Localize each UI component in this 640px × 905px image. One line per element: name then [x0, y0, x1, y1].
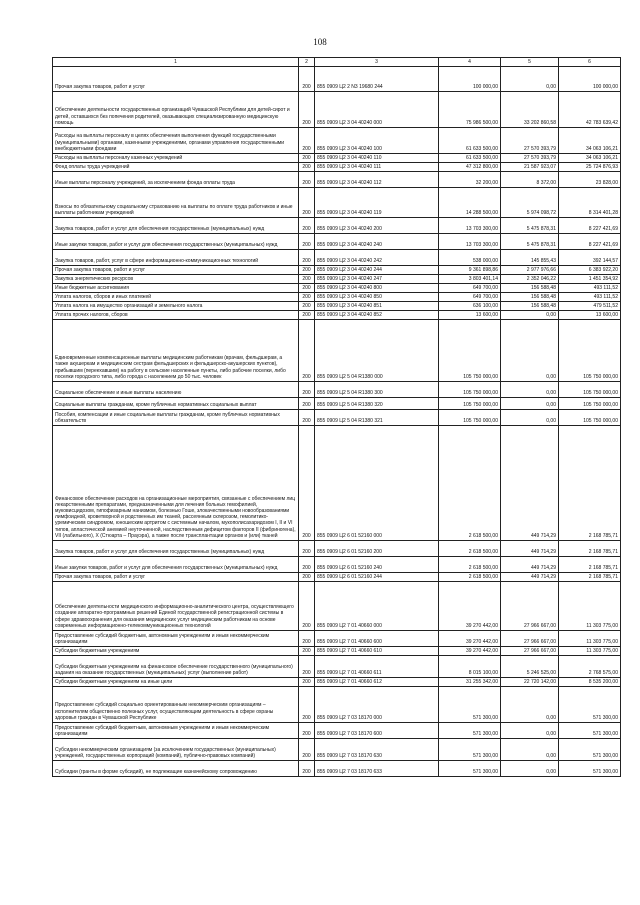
row-name: Социальное обеспечение и иные выплаты населению [53, 382, 299, 398]
row-budget-code: 855 0909 Ц2 3 04 40240 851 [315, 302, 439, 311]
row-line-code: 200 [299, 163, 315, 172]
row-executed-amount: 27 966 667,00 [501, 647, 559, 656]
row-approved-amount: 9 361 898,86 [439, 266, 501, 275]
row-executed-amount: 8 372,00 [501, 172, 559, 188]
row-budget-code: 855 0909 Ц2 3 04 40240 110 [315, 154, 439, 163]
row-line-code: 200 [299, 266, 315, 275]
table-row [53, 426, 621, 541]
row-budget-code: 855 0909 Ц2 5 04 R1380 321 [315, 410, 439, 426]
row-line-code: 200 [299, 739, 315, 761]
row-unexecuted-amount: 2 168 785,71 [559, 557, 621, 573]
row-approved-amount: 39 270 442,00 [439, 647, 501, 656]
row-unexecuted-amount: 8 314 401,28 [559, 188, 621, 218]
row-unexecuted-amount: 493 111,52 [559, 293, 621, 302]
row-unexecuted-amount: 571 300,00 [559, 687, 621, 723]
row-line-code: 200 [299, 426, 315, 541]
row-executed-amount: 0,00 [501, 739, 559, 761]
row-line-code: 200 [299, 302, 315, 311]
table-row [53, 154, 621, 163]
table-row [53, 320, 621, 382]
row-approved-amount: 649 700,00 [439, 284, 501, 293]
row-approved-amount: 39 270 442,00 [439, 631, 501, 647]
row-line-code: 200 [299, 656, 315, 678]
row-approved-amount: 13 703 300,00 [439, 234, 501, 250]
row-executed-amount: 156 588,48 [501, 284, 559, 293]
header-col-line-code: 2 [299, 58, 315, 67]
row-budget-code: 855 0909 Ц2 7 01 40660 000 [315, 582, 439, 631]
row-name: Расходы на выплаты персоналу казенных учреждений [53, 154, 299, 163]
table-row [53, 723, 621, 739]
row-line-code: 200 [299, 320, 315, 382]
row-executed-amount: 2 977 976,66 [501, 266, 559, 275]
row-unexecuted-amount: 105 750 000,00 [559, 398, 621, 410]
row-unexecuted-amount: 100 000,00 [559, 67, 621, 92]
row-executed-amount: 5 974 098,72 [501, 188, 559, 218]
row-executed-amount: 449 714,29 [501, 557, 559, 573]
table-row [53, 678, 621, 687]
row-unexecuted-amount: 8 227 421,69 [559, 218, 621, 234]
table-row [53, 163, 621, 172]
row-name: Обеспечение деятельности медицинского информационно-аналитического центра, осуществляющего создание аппаратно-программных решений Единой государственной регистрационной системы в сфере здравоохранения для оказания медицинских услуг медицинским работникам на основе современных информационно-телекоммуникационных технологий [53, 582, 299, 631]
row-name: Закупка товаров, работ и услуг для обеспечения государственных (муниципальных) нужд [53, 218, 299, 234]
table-row [53, 218, 621, 234]
row-executed-amount: 0,00 [501, 382, 559, 398]
row-executed-amount: 0,00 [501, 67, 559, 92]
row-budget-code: 855 0909 Ц2 6 01 52160 240 [315, 557, 439, 573]
row-unexecuted-amount: 2 168 785,71 [559, 573, 621, 582]
row-name: Субсидии бюджетным учреждениям на иные цели [53, 678, 299, 687]
row-unexecuted-amount: 392 144,57 [559, 250, 621, 266]
table-header-row [53, 58, 621, 67]
row-line-code: 200 [299, 275, 315, 284]
row-executed-amount: 2 352 046,22 [501, 275, 559, 284]
row-approved-amount: 571 300,00 [439, 739, 501, 761]
row-line-code: 200 [299, 311, 315, 320]
table-row [53, 188, 621, 218]
row-line-code: 200 [299, 128, 315, 154]
row-name: Иные закупки товаров, работ и услуг для обеспечения государственных (муниципальных) нужд [53, 557, 299, 573]
row-approved-amount: 13 600,00 [439, 311, 501, 320]
table-row [53, 761, 621, 777]
row-approved-amount: 75 986 500,00 [439, 92, 501, 128]
row-unexecuted-amount: 34 063 106,21 [559, 154, 621, 163]
row-approved-amount: 636 100,00 [439, 302, 501, 311]
row-budget-code: 855 0909 Ц2 2 N3 19680 244 [315, 67, 439, 92]
table-row [53, 541, 621, 557]
row-budget-code: 855 0909 Ц2 7 01 40660 612 [315, 678, 439, 687]
table-row [53, 557, 621, 573]
row-line-code: 200 [299, 382, 315, 398]
row-executed-amount: 449 714,29 [501, 573, 559, 582]
table-row [53, 234, 621, 250]
row-budget-code: 855 0909 Ц2 3 04 40240 000 [315, 92, 439, 128]
row-line-code: 200 [299, 541, 315, 557]
table-row [53, 92, 621, 128]
row-executed-amount: 0,00 [501, 410, 559, 426]
row-budget-code: 855 0909 Ц2 3 04 40240 112 [315, 172, 439, 188]
row-executed-amount: 156 588,48 [501, 293, 559, 302]
row-unexecuted-amount: 11 303 775,00 [559, 582, 621, 631]
row-budget-code: 855 0909 Ц2 7 03 18170 600 [315, 723, 439, 739]
row-executed-amount: 22 720 142,00 [501, 678, 559, 687]
row-approved-amount: 571 300,00 [439, 687, 501, 723]
row-name: Уплата налога на имущество организаций и земельного налога [53, 302, 299, 311]
row-approved-amount: 2 618 500,00 [439, 557, 501, 573]
row-budget-code: 855 0909 Ц2 6 01 52160 244 [315, 573, 439, 582]
row-budget-code: 855 0909 Ц2 3 04 40240 240 [315, 234, 439, 250]
row-name: Иные выплаты персоналу учреждений, за исключением фонда оплаты труда [53, 172, 299, 188]
row-executed-amount: 0,00 [501, 687, 559, 723]
row-approved-amount: 649 700,00 [439, 293, 501, 302]
row-line-code: 200 [299, 92, 315, 128]
table-row [53, 739, 621, 761]
row-executed-amount: 449 714,29 [501, 426, 559, 541]
row-name: Иные закупки товаров, работ и услуг для обеспечения государственных (муниципальных) нужд [53, 234, 299, 250]
row-approved-amount: 32 200,00 [439, 172, 501, 188]
row-name: Единовременные компенсационные выплаты медицинским работникам (врачам, фельдшерам, а также акушеркам и медицинским сестрам фельдшерских и фельдшерско-акушерских пунктов), прибывшим (переехавшим) на работу в сельские населенные пункты, либо рабочие поселки, либо поселки городского типа, либо города с населением до 50 тыс. человек [53, 320, 299, 382]
row-unexecuted-amount: 2 168 785,71 [559, 541, 621, 557]
row-line-code: 200 [299, 188, 315, 218]
table-row [53, 302, 621, 311]
row-line-code: 200 [299, 557, 315, 573]
row-line-code: 200 [299, 723, 315, 739]
header-col-name: 1 [53, 58, 299, 67]
row-line-code: 200 [299, 284, 315, 293]
row-unexecuted-amount: 571 300,00 [559, 739, 621, 761]
row-budget-code: 855 0909 Ц2 7 01 40660 610 [315, 647, 439, 656]
row-unexecuted-amount: 11 303 775,00 [559, 631, 621, 647]
row-name: Обеспечение деятельности государственных организаций Чувашской Республики для детей-сирот и детей, оставшихся без попечения родителей, оказывающих специализированную медицинскую помощь [53, 92, 299, 128]
row-line-code: 200 [299, 250, 315, 266]
row-budget-code: 855 0909 Ц2 7 03 18170 000 [315, 687, 439, 723]
table-row [53, 128, 621, 154]
row-name: Предоставление субсидий бюджетным, автономным учреждениям и иным некоммерческим организациям [53, 723, 299, 739]
row-executed-amount: 27 966 667,00 [501, 631, 559, 647]
table-row [53, 631, 621, 647]
table-row [53, 250, 621, 266]
row-budget-code: 855 0909 Ц2 3 04 40240 111 [315, 163, 439, 172]
row-approved-amount: 571 300,00 [439, 761, 501, 777]
row-budget-code: 855 0909 Ц2 6 01 52160 200 [315, 541, 439, 557]
row-name: Закупка товаров, работ и услуг для обеспечения государственных (муниципальных) нужд [53, 541, 299, 557]
row-name: Закупка товаров, работ, услуг в сфере информационно-коммуникационных технологий [53, 250, 299, 266]
table-row [53, 398, 621, 410]
row-budget-code: 855 0909 Ц2 3 04 40240 852 [315, 311, 439, 320]
row-executed-amount: 5 246 525,00 [501, 656, 559, 678]
header-col-executed: 5 [501, 58, 559, 67]
row-name: Прочая закупка товаров, работ и услуг [53, 266, 299, 275]
table-row [53, 266, 621, 275]
table-row [53, 687, 621, 723]
table-row [53, 382, 621, 398]
table-row [53, 67, 621, 92]
row-name: Пособия, компенсации и иные социальные выплаты гражданам, кроме публичных нормативных обязательств [53, 410, 299, 426]
row-executed-amount: 5 475 878,31 [501, 218, 559, 234]
table-row [53, 647, 621, 656]
row-line-code: 200 [299, 573, 315, 582]
row-budget-code: 855 0909 Ц2 6 01 52160 000 [315, 426, 439, 541]
row-line-code: 200 [299, 293, 315, 302]
row-unexecuted-amount: 13 600,00 [559, 311, 621, 320]
row-name: Прочая закупка товаров, работ и услуг [53, 573, 299, 582]
table-row [53, 573, 621, 582]
row-unexecuted-amount: 105 750 000,00 [559, 320, 621, 382]
row-approved-amount: 8 015 100,00 [439, 656, 501, 678]
row-line-code: 200 [299, 234, 315, 250]
row-name: Уплата прочих налогов, сборов [53, 311, 299, 320]
table-row [53, 275, 621, 284]
row-executed-amount: 0,00 [501, 320, 559, 382]
row-executed-amount: 21 587 923,07 [501, 163, 559, 172]
row-executed-amount: 27 570 393,79 [501, 128, 559, 154]
row-name: Субсидии (гранты в форме субсидий), не подлежащие казначейскому сопровождению [53, 761, 299, 777]
row-budget-code: 855 0909 Ц2 7 03 18170 630 [315, 739, 439, 761]
row-unexecuted-amount: 25 724 876,93 [559, 163, 621, 172]
row-budget-code: 855 0909 Ц2 3 04 40240 244 [315, 266, 439, 275]
row-budget-code: 855 0909 Ц2 3 04 40240 200 [315, 218, 439, 234]
row-unexecuted-amount: 571 300,00 [559, 723, 621, 739]
row-unexecuted-amount: 11 303 775,00 [559, 647, 621, 656]
row-budget-code: 855 0909 Ц2 5 04 R1380 000 [315, 320, 439, 382]
row-approved-amount: 61 633 500,00 [439, 128, 501, 154]
row-approved-amount: 2 618 500,00 [439, 573, 501, 582]
row-unexecuted-amount: 8 535 200,00 [559, 678, 621, 687]
row-unexecuted-amount: 479 511,52 [559, 302, 621, 311]
row-name: Предоставление субсидий социально ориентированным некоммерческим организациям – исполнителям общественно полезных услуг, осуществляющим деятельность в сфере охраны здоровья граждан в Чувашской Республике [53, 687, 299, 723]
row-line-code: 200 [299, 398, 315, 410]
row-unexecuted-amount: 2 168 785,71 [559, 426, 621, 541]
row-budget-code: 855 0909 Ц2 3 04 40240 100 [315, 128, 439, 154]
row-executed-amount: 0,00 [501, 723, 559, 739]
table-row [53, 172, 621, 188]
row-approved-amount: 105 750 000,00 [439, 410, 501, 426]
row-unexecuted-amount: 6 383 922,20 [559, 266, 621, 275]
row-executed-amount: 449 714,29 [501, 541, 559, 557]
row-executed-amount: 27 966 667,00 [501, 582, 559, 631]
budget-execution-table [52, 57, 621, 777]
row-budget-code: 855 0909 Ц2 5 04 R1380 320 [315, 398, 439, 410]
table-row [53, 410, 621, 426]
row-unexecuted-amount: 42 783 639,42 [559, 92, 621, 128]
row-budget-code: 855 0909 Ц2 7 01 40660 600 [315, 631, 439, 647]
row-line-code: 200 [299, 67, 315, 92]
row-budget-code: 855 0909 Ц2 7 01 40660 611 [315, 656, 439, 678]
row-line-code: 200 [299, 631, 315, 647]
row-budget-code: 855 0909 Ц2 3 04 40240 242 [315, 250, 439, 266]
row-unexecuted-amount: 105 750 000,00 [559, 382, 621, 398]
row-name: Иные бюджетные ассигнования [53, 284, 299, 293]
row-executed-amount: 27 570 393,79 [501, 154, 559, 163]
row-budget-code: 855 0909 Ц2 3 04 40240 800 [315, 284, 439, 293]
row-name: Закупка энергетических ресурсов [53, 275, 299, 284]
row-executed-amount: 145 855,43 [501, 250, 559, 266]
row-executed-amount: 5 475 878,31 [501, 234, 559, 250]
row-line-code: 200 [299, 582, 315, 631]
row-approved-amount: 2 618 500,00 [439, 426, 501, 541]
row-unexecuted-amount: 493 111,52 [559, 284, 621, 293]
row-name: Расходы на выплаты персоналу в целях обеспечения выполнения функций государственными (муниципальными) органами, казенными учреждениями, органами управления государственными внебюджетными фондами [53, 128, 299, 154]
row-name: Предоставление субсидий бюджетным, автономным учреждениям и иным некоммерческим организациям [53, 631, 299, 647]
row-line-code: 200 [299, 218, 315, 234]
row-name: Субсидии бюджетным учреждениям [53, 647, 299, 656]
row-name: Финансовое обеспечение расходов на организационные мероприятия, связанные с обеспечением лиц лекарственными препаратами, предназначенными для лечения больных гемофилией, муковисцидозом, гипофизарным нанизмом, болезнью Гоше, злокачественными новообразованиями лимфоидной, кроветворной и родственных им тканей, рассеянным склерозом, гемолитико-уремическим синдромом, юношеским артритом с системным началом, мукополисахаридозом I, II и VI типов, апластической анемией неуточненной, наследственным дефицитом факторов II (фибриногена), VII (лабильного), X (Стюарта – Прауэра), а также после трансплантации органов и (или) тканей [53, 426, 299, 541]
row-line-code: 200 [299, 678, 315, 687]
table-row [53, 293, 621, 302]
row-executed-amount: 0,00 [501, 761, 559, 777]
row-approved-amount: 538 000,00 [439, 250, 501, 266]
row-approved-amount: 105 750 000,00 [439, 320, 501, 382]
row-budget-code: 855 0909 Ц2 5 04 R1380 300 [315, 382, 439, 398]
row-approved-amount: 61 633 500,00 [439, 154, 501, 163]
row-line-code: 200 [299, 687, 315, 723]
table-row [53, 311, 621, 320]
row-executed-amount: 0,00 [501, 311, 559, 320]
table-row [53, 582, 621, 631]
header-col-approved: 4 [439, 58, 501, 67]
page-number: 108 [313, 37, 327, 47]
row-unexecuted-amount: 105 750 000,00 [559, 410, 621, 426]
row-name: Уплата налогов, сборов и иных платежей [53, 293, 299, 302]
row-name: Фонд оплаты труда учреждений [53, 163, 299, 172]
row-name: Социальные выплаты гражданам, кроме публичных нормативных социальных выплат [53, 398, 299, 410]
row-line-code: 200 [299, 172, 315, 188]
row-unexecuted-amount: 1 451 354,92 [559, 275, 621, 284]
header-col-unexecuted: 6 [559, 58, 621, 67]
row-name: Субсидии бюджетным учреждениям на финансовое обеспечение государственного (муниципального) задания на оказание государственных (муниципальных) услуг (выполнение работ) [53, 656, 299, 678]
row-approved-amount: 14 288 500,00 [439, 188, 501, 218]
row-approved-amount: 3 803 401,14 [439, 275, 501, 284]
row-approved-amount: 105 750 000,00 [439, 382, 501, 398]
row-approved-amount: 39 270 442,00 [439, 582, 501, 631]
row-unexecuted-amount: 2 768 575,00 [559, 656, 621, 678]
row-budget-code: 855 0909 Ц2 3 04 40240 119 [315, 188, 439, 218]
row-line-code: 200 [299, 647, 315, 656]
header-col-budget-code: 3 [315, 58, 439, 67]
table-body [53, 67, 621, 777]
row-line-code: 200 [299, 761, 315, 777]
row-unexecuted-amount: 571 300,00 [559, 761, 621, 777]
row-line-code: 200 [299, 154, 315, 163]
row-approved-amount: 105 750 000,00 [439, 398, 501, 410]
row-approved-amount: 47 312 800,00 [439, 163, 501, 172]
row-name: Субсидии некоммерческим организациям (за исключением государственных (муниципальных) учреждений, государственных корпораций (компаний), публично-правовых компаний) [53, 739, 299, 761]
row-name: Прочая закупка товаров, работ и услуг [53, 67, 299, 92]
row-budget-code: 855 0909 Ц2 3 04 40240 247 [315, 275, 439, 284]
row-unexecuted-amount: 34 063 106,21 [559, 128, 621, 154]
row-approved-amount: 571 300,00 [439, 723, 501, 739]
row-approved-amount: 100 000,00 [439, 67, 501, 92]
row-name: Взносы по обязательному социальному страхованию на выплаты по оплате труда работников и иные выплаты работникам учреждений [53, 188, 299, 218]
table-row [53, 284, 621, 293]
row-approved-amount: 13 703 300,00 [439, 218, 501, 234]
row-executed-amount: 33 202 860,58 [501, 92, 559, 128]
row-budget-code: 855 0909 Ц2 7 03 18170 633 [315, 761, 439, 777]
row-line-code: 200 [299, 410, 315, 426]
table-row [53, 656, 621, 678]
row-executed-amount: 0,00 [501, 398, 559, 410]
row-approved-amount: 31 255 342,00 [439, 678, 501, 687]
row-budget-code: 855 0909 Ц2 3 04 40240 850 [315, 293, 439, 302]
row-unexecuted-amount: 23 828,00 [559, 172, 621, 188]
row-unexecuted-amount: 8 227 421,69 [559, 234, 621, 250]
row-approved-amount: 2 618 500,00 [439, 541, 501, 557]
row-executed-amount: 156 588,48 [501, 302, 559, 311]
